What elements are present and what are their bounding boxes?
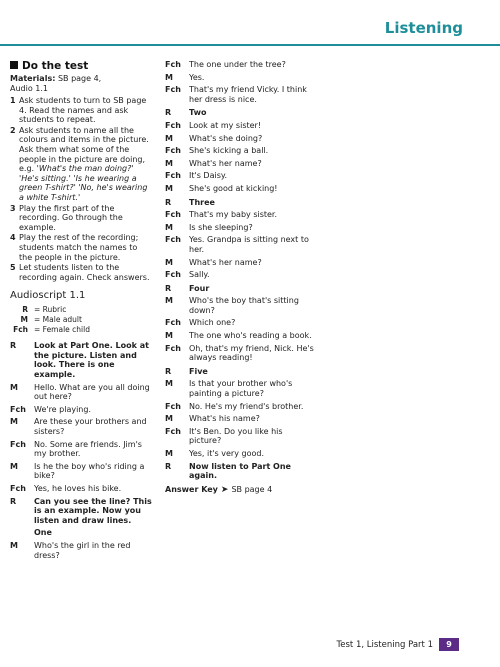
script-text: Four xyxy=(189,283,210,293)
speaker-label: Fch xyxy=(165,401,181,411)
speaker-label: M xyxy=(10,382,18,392)
left-column xyxy=(10,60,152,563)
script-line xyxy=(165,73,315,83)
speaker-label: Fch xyxy=(10,484,26,493)
speaker-label: R xyxy=(165,197,172,207)
script-text: Now listen to Part One again. xyxy=(189,461,291,481)
script-line xyxy=(10,383,152,402)
script-line xyxy=(10,341,152,379)
script-text: Are these your brothers and sisters? xyxy=(34,417,147,437)
legend-row: Fch = Female child xyxy=(13,325,90,335)
legend-row: M = Male adult xyxy=(20,315,82,325)
script-line xyxy=(165,270,315,280)
script-text: Five xyxy=(189,366,208,376)
script-text: Hello. What are you all doing out here? xyxy=(34,382,150,402)
part-heading xyxy=(165,108,315,118)
script-line xyxy=(165,159,315,169)
legend-row: R = Rubric xyxy=(22,305,67,315)
speaker-label: Fch xyxy=(165,318,181,328)
script-line xyxy=(10,541,152,560)
steps-list xyxy=(10,96,152,282)
script-line xyxy=(165,402,315,412)
script-text: Which one? xyxy=(189,318,236,328)
speaker-label: Fch xyxy=(165,426,181,436)
speaker-label: Fch xyxy=(165,235,181,245)
script-line xyxy=(165,235,315,254)
script-line xyxy=(165,449,315,459)
script-line xyxy=(165,184,315,194)
script-text: What's his name? xyxy=(189,414,260,424)
speaker-label: M xyxy=(165,296,173,306)
script-line xyxy=(10,405,152,415)
script-text: Look at my sister! xyxy=(189,120,262,130)
script-text: Who's the boy that's sitting down? xyxy=(189,296,299,315)
speaker-label: M xyxy=(165,449,173,458)
answer-key xyxy=(165,485,315,495)
script-line xyxy=(10,417,152,436)
script-line xyxy=(165,427,315,446)
script-text: Is he the boy who's riding a bike? xyxy=(34,461,145,481)
materials-text: SB page 4, xyxy=(57,74,102,83)
speaker-label: M xyxy=(165,72,173,82)
speaker-label: Fch xyxy=(10,439,26,449)
script-line xyxy=(165,223,315,233)
script-line xyxy=(165,210,315,220)
script-line xyxy=(165,258,315,268)
speaker-label: M xyxy=(165,257,173,267)
script-text: That's my friend Vicky. I think her dress is nice. xyxy=(189,85,307,104)
script-line xyxy=(165,331,315,341)
page-footer xyxy=(337,638,459,651)
script-text: The one who's reading a book. xyxy=(189,331,312,341)
script-text: We're playing. xyxy=(34,404,91,414)
script-text: Yes. Grandpa is sitting next to her. xyxy=(189,235,309,254)
header-rule xyxy=(0,44,500,46)
speaker-label: Fch xyxy=(165,210,181,220)
audioscript-left xyxy=(10,341,152,560)
script-text: She's kicking a ball. xyxy=(189,146,269,156)
section-title: Listening xyxy=(384,19,463,37)
script-line xyxy=(165,134,315,144)
script-text: Can you see the line? This is an example. Now you listen and draw lines. xyxy=(34,496,152,525)
script-text: She's good at kicking! xyxy=(189,183,278,193)
materials-label: Materials: xyxy=(10,74,56,83)
script-text: Look at Part One. Look at the picture. Listen and look. There is one example. xyxy=(34,341,149,380)
script-line xyxy=(165,121,315,131)
part-heading xyxy=(165,367,315,377)
speaker-label: Fch xyxy=(10,404,26,414)
script-line xyxy=(165,60,315,70)
page-number: 9 xyxy=(439,638,459,651)
speaker-label: Fch xyxy=(165,60,181,69)
speaker-label: Fch xyxy=(165,171,181,181)
script-text: Is that your brother who's painting a picture? xyxy=(189,379,293,399)
speaker-label: M xyxy=(165,158,173,168)
materials xyxy=(10,74,152,94)
speaker-label: M xyxy=(165,331,173,341)
script-text: No. Some are friends. Jim's my brother. xyxy=(34,439,142,459)
step-item: 4 Play the rest of the recording; students match the names to the people in the picture. xyxy=(10,233,139,262)
script-text: Yes. xyxy=(189,72,205,82)
script-line xyxy=(10,462,152,481)
speaker-label: R xyxy=(10,341,17,351)
speaker-label: R xyxy=(165,108,172,118)
audioscript-title: Audioscript 1.1 xyxy=(10,290,86,302)
script-text: Sally. xyxy=(189,270,210,280)
script-line xyxy=(10,528,152,538)
answer-key-ref: SB page 4 xyxy=(231,484,273,494)
do-the-test-heading: Do the test xyxy=(10,60,152,72)
script-text: What's her name? xyxy=(189,257,262,267)
script-text: It's Daisy. xyxy=(189,171,227,181)
script-text: Three xyxy=(189,197,215,207)
script-line xyxy=(165,296,315,315)
speaker-label: M xyxy=(165,133,173,143)
script-line xyxy=(165,344,315,363)
speaker-label: Fch xyxy=(165,343,181,353)
part-heading xyxy=(165,198,315,208)
script-line xyxy=(165,171,315,181)
script-text: Yes, he loves his bike. xyxy=(34,484,122,493)
speaker-label: M xyxy=(165,222,173,232)
speaker-label xyxy=(10,528,34,538)
speaker-label: M xyxy=(165,379,173,389)
script-text: The one under the tree? xyxy=(189,60,286,69)
script-text: Is she sleeping? xyxy=(189,222,253,232)
script-text: Yes, it's very good. xyxy=(189,449,264,458)
script-line xyxy=(165,379,315,398)
speaker-label: Fch xyxy=(165,146,181,156)
part-heading xyxy=(165,284,315,294)
script-line xyxy=(165,462,315,481)
arrow-right-icon: ➤ xyxy=(220,484,229,495)
script-text: One xyxy=(34,528,52,538)
speaker-label: M xyxy=(10,540,18,550)
speaker-legend xyxy=(10,305,152,335)
script-line xyxy=(165,85,315,104)
step-item: 1 Ask students to turn to SB page 4. Read the names and ask students to repeat. xyxy=(10,96,147,125)
speaker-label: R xyxy=(10,496,17,506)
script-line xyxy=(10,497,152,526)
script-line xyxy=(165,414,315,424)
answer-key-label: Answer Key xyxy=(165,484,218,494)
speaker-label: R xyxy=(165,366,172,376)
speaker-label: Fch xyxy=(165,270,181,280)
speaker-label: R xyxy=(165,283,172,293)
square-bullet-icon xyxy=(10,61,18,69)
script-text: What's she doing? xyxy=(189,133,263,143)
speaker-label: M xyxy=(10,461,18,471)
speaker-label: Fch xyxy=(165,85,181,95)
script-text: Two xyxy=(189,108,207,118)
speaker-label: R xyxy=(165,461,172,471)
speaker-label: M xyxy=(165,414,173,424)
script-text: Who's the girl in the red dress? xyxy=(34,540,131,560)
page-header xyxy=(0,0,500,48)
speaker-label: Fch xyxy=(165,120,181,130)
script-text: Oh, that's my friend, Nick. He's always reading! xyxy=(189,343,314,363)
audio-line: Audio 1.1 xyxy=(10,84,49,93)
script-text: No. He's my friend's brother. xyxy=(189,401,304,411)
footer-label: Test 1, Listening Part 1 xyxy=(336,639,433,650)
audioscript-right xyxy=(165,60,315,481)
step-item: 2 Ask students to name all the colours and items in the picture. Ask them what some of the people in the picture are doing, e.g. 'What's the man doing?' 'He's sitting.' 'Is he wearing a green T-shirt?' 'No, he's wearing a white T-shirt.' xyxy=(10,125,149,202)
step-item: 5 Let students listen to the recording again. Check answers. xyxy=(10,263,150,282)
speaker-label: M xyxy=(10,417,18,427)
script-text: That's my baby sister. xyxy=(189,210,278,220)
script-text: It's Ben. Do you like his picture? xyxy=(189,426,283,446)
script-line xyxy=(165,318,315,328)
script-line xyxy=(10,484,152,494)
right-column xyxy=(165,60,315,495)
speaker-label: M xyxy=(165,183,173,193)
script-line xyxy=(165,146,315,156)
script-line xyxy=(10,440,152,459)
script-text: What's her name? xyxy=(189,158,262,168)
step-item: 3 Play the first part of the recording. Go through the example. xyxy=(10,203,123,232)
